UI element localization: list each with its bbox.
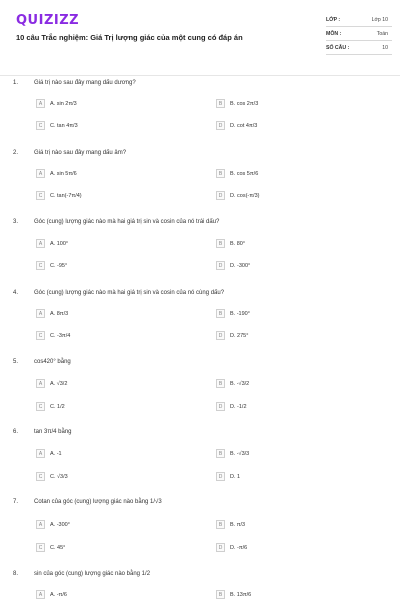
page-title: 10 câu Trắc nghiệm: Giá Trị lượng giác của một cung có đáp án	[16, 33, 243, 42]
option-a[interactable]	[36, 519, 70, 530]
option-c[interactable]	[36, 330, 70, 341]
option-text: C. tan(-7π/4)	[50, 192, 82, 199]
option-b[interactable]	[216, 98, 258, 109]
option-letter-box: D	[216, 261, 225, 270]
question-number: 2.	[13, 150, 19, 156]
option-a[interactable]	[36, 238, 68, 249]
option-text: A. -1	[50, 450, 62, 457]
meta-key: LỚP :	[326, 16, 341, 23]
option-c[interactable]	[36, 471, 68, 482]
option-b[interactable]	[216, 238, 245, 249]
option-letter-box: C	[36, 121, 45, 130]
option-text: C. 45°	[50, 544, 66, 551]
meta-key: MÔN :	[326, 30, 342, 37]
option-d[interactable]	[216, 190, 259, 201]
option-letter-box: B	[216, 309, 225, 318]
option-text: D. -300°	[230, 262, 251, 269]
question-number: 7.	[13, 499, 19, 505]
option-a[interactable]	[36, 98, 77, 109]
question-text: Giá trị nào sau đây mang dấu dương?	[34, 80, 136, 86]
option-letter-box: D	[216, 543, 225, 552]
option-b[interactable]	[216, 378, 249, 389]
option-d[interactable]	[216, 401, 247, 412]
option-letter-box: C	[36, 543, 45, 552]
option-c[interactable]	[36, 401, 65, 412]
option-text: D. -1/2	[230, 403, 247, 410]
option-text: A. -300°	[50, 521, 70, 528]
option-letter-box: A	[36, 449, 45, 458]
option-b[interactable]	[216, 519, 245, 530]
question-text: Giá trị nào sau đây mang dấu âm?	[34, 150, 127, 156]
option-text: A. 100°	[50, 240, 69, 247]
option-text: A. -π/6	[50, 591, 67, 598]
option-c[interactable]	[36, 542, 65, 553]
meta-row-subject	[326, 27, 392, 41]
question-text: tan 3π/4 bằng	[34, 429, 72, 435]
option-text: A. sin 5π/6	[50, 170, 77, 177]
option-text: B. -190°	[230, 310, 250, 317]
option-letter-box: D	[216, 191, 225, 200]
question-number: 3.	[13, 219, 19, 225]
option-d[interactable]	[216, 330, 248, 341]
option-letter-box: B	[216, 520, 225, 529]
option-text: B. 80°	[230, 240, 246, 247]
meta-row-grade	[326, 13, 392, 27]
question-text: sin của góc (cung) lượng giác nào bằng 1/2	[34, 571, 151, 577]
option-text: B. 13π/6	[230, 591, 252, 598]
option-letter-box: C	[36, 331, 45, 340]
question-number: 6.	[13, 429, 19, 435]
option-a[interactable]	[36, 589, 67, 600]
option-a[interactable]	[36, 448, 62, 459]
question-text: cos420° bằng	[34, 359, 71, 365]
option-letter-box: C	[36, 472, 45, 481]
option-d[interactable]	[216, 260, 250, 271]
option-letter-box: D	[216, 402, 225, 411]
option-a[interactable]	[36, 378, 67, 389]
option-letter-box: B	[216, 239, 225, 248]
meta-value: 10	[382, 44, 388, 51]
quizizz-logo: QUIZIZZ	[16, 13, 80, 28]
question-text: Góc (cung) lượng giác nào mà hai giá trị sin và cosin của nó trái dấu?	[34, 219, 220, 225]
meta-value: Toán	[376, 30, 388, 37]
option-text: A. √3/2	[50, 380, 68, 387]
option-letter-box: D	[216, 472, 225, 481]
option-text: C. 1/2	[50, 403, 65, 410]
worksheet-header	[0, 0, 400, 76]
option-a[interactable]	[36, 308, 68, 319]
option-text: D. 275°	[230, 332, 249, 339]
option-d[interactable]	[216, 471, 240, 482]
meta-key: SỐ CÂU :	[326, 44, 350, 51]
option-b[interactable]	[216, 168, 258, 179]
question-number: 4.	[13, 290, 19, 296]
option-text: C. -3π/4	[50, 332, 71, 339]
option-b[interactable]	[216, 448, 249, 459]
question-number: 1.	[13, 80, 19, 86]
option-letter-box: B	[216, 379, 225, 388]
option-letter-box: D	[216, 331, 225, 340]
option-letter-box: A	[36, 520, 45, 529]
option-c[interactable]	[36, 190, 82, 201]
question-number: 8.	[13, 571, 19, 577]
question-text: Góc (cung) lượng giác nào mà hai giá trị sin và cosin của nó cùng dấu?	[34, 290, 225, 296]
option-d[interactable]	[216, 542, 247, 553]
option-text: B. π/3	[230, 521, 246, 528]
option-text: C. √3/3	[50, 473, 68, 480]
option-letter-box: A	[36, 379, 45, 388]
option-text: C. -95°	[50, 262, 68, 269]
option-a[interactable]	[36, 168, 77, 179]
option-letter-box: A	[36, 239, 45, 248]
option-letter-box: C	[36, 191, 45, 200]
option-c[interactable]	[36, 120, 78, 131]
option-letter-box: B	[216, 169, 225, 178]
option-letter-box: A	[36, 309, 45, 318]
option-letter-box: B	[216, 99, 225, 108]
option-text: B. -√3/2	[230, 380, 250, 387]
option-text: B. -√3/3	[230, 450, 250, 457]
option-text: D. cos(-π/3)	[230, 192, 260, 199]
meta-row-count	[326, 41, 392, 55]
option-text: A. 8π/3	[50, 310, 69, 317]
meta-value: Lớp 10	[371, 16, 388, 23]
question-number: 5.	[13, 359, 19, 365]
option-text: C. tan 4π/3	[50, 122, 78, 129]
option-letter-box: A	[36, 590, 45, 599]
question-text: Cotan của góc (cung) lượng giác nào bằng 1/√3	[34, 499, 162, 505]
option-c[interactable]	[36, 260, 67, 271]
option-letter-box: A	[36, 169, 45, 178]
option-text: A. sin 2π/3	[50, 100, 77, 107]
option-letter-box: D	[216, 121, 225, 130]
option-letter-box: B	[216, 449, 225, 458]
option-text: B. cos 2π/3	[230, 100, 259, 107]
option-d[interactable]	[216, 120, 257, 131]
option-text: D. cot 4π/3	[230, 122, 258, 129]
option-letter-box: A	[36, 99, 45, 108]
option-letter-box: B	[216, 590, 225, 599]
option-letter-box: C	[36, 402, 45, 411]
option-text: B. cos 5π/6	[230, 170, 259, 177]
option-b[interactable]	[216, 308, 250, 319]
option-text: D. -π/6	[230, 544, 248, 551]
worksheet-meta	[326, 13, 392, 55]
option-letter-box: C	[36, 261, 45, 270]
option-text: D. 1	[230, 473, 241, 480]
option-b[interactable]	[216, 589, 251, 600]
